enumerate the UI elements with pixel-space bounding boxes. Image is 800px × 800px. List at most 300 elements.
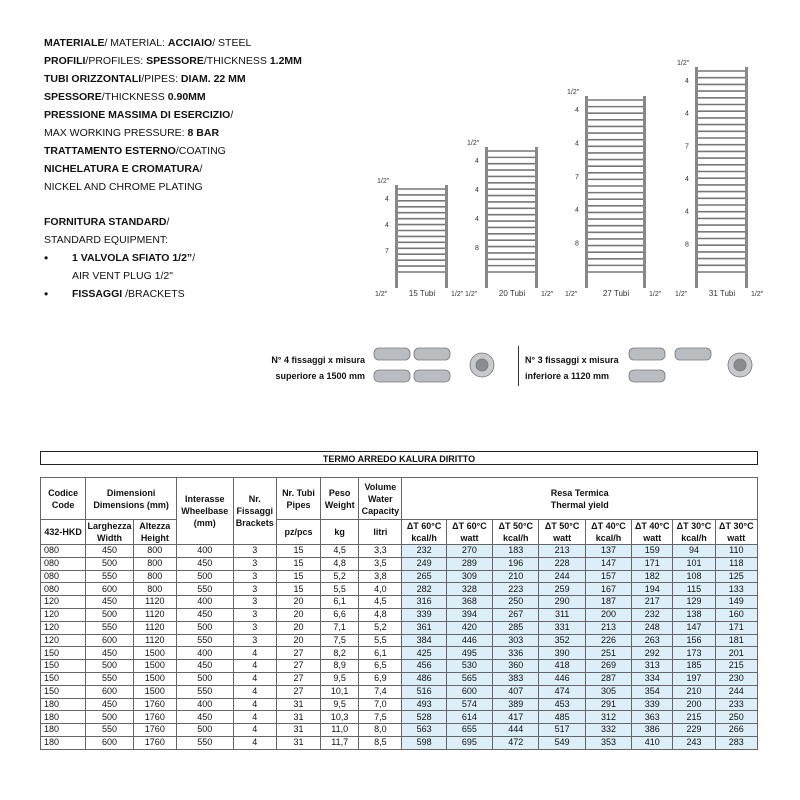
connection-label: 1/2" <box>541 291 554 298</box>
table-cell: 800 <box>133 570 176 583</box>
radiator-post <box>535 147 538 288</box>
header-brackets: Nr. Fissaggi Brackets <box>233 478 276 545</box>
table-cell: 149 <box>715 596 757 609</box>
spec-coating: TRATTAMENTO ESTERNO/COATING <box>44 145 226 157</box>
table-cell: 407 <box>493 685 539 698</box>
table-cell: 133 <box>715 583 757 596</box>
table-cell: 550 <box>86 672 133 685</box>
table-cell: 450 <box>86 545 133 558</box>
spec-pipes: TUBI ORIZZONTALI/PIPES: DIAM. 22 MM <box>44 73 246 85</box>
table-cell: 3,8 <box>359 570 402 583</box>
table-cell: 233 <box>715 698 757 711</box>
table-cell: 4 <box>233 685 276 698</box>
table-row <box>41 570 758 583</box>
table-cell: 600 <box>86 685 133 698</box>
table-row <box>41 724 758 737</box>
table-cell: 500 <box>86 608 133 621</box>
table-cell: 4 <box>233 724 276 737</box>
table-cell: 080 <box>41 583 86 596</box>
spec-plating-en: NICKEL AND CHROME PLATING <box>44 181 203 193</box>
table-cell: 080 <box>41 545 86 558</box>
table-cell: 7,4 <box>359 685 402 698</box>
table-cell: 563 <box>402 724 446 737</box>
table-cell: 31 <box>276 698 320 711</box>
table-row <box>41 736 758 749</box>
table-cell: 110 <box>715 545 757 558</box>
table-cell: 361 <box>402 621 446 634</box>
table-cell: 27 <box>276 647 320 660</box>
table-cell: 339 <box>632 698 673 711</box>
table-cell: 187 <box>585 596 631 609</box>
table-cell: 800 <box>133 557 176 570</box>
table-cell: 516 <box>402 685 446 698</box>
table-cell: 453 <box>539 698 585 711</box>
fixings-left-label: N° 4 fissaggi x misura superiore a 1500 mm <box>271 355 365 381</box>
table-cell: 180 <box>41 698 86 711</box>
table-cell: 20 <box>276 634 320 647</box>
table-cell: 1760 <box>133 736 176 749</box>
connection-label: 1/2" <box>677 60 690 67</box>
table-cell: 259 <box>539 583 585 596</box>
radiator-post <box>485 147 488 288</box>
table-cell: 183 <box>493 545 539 558</box>
table-cell: 1760 <box>133 711 176 724</box>
table-cell: 446 <box>539 672 585 685</box>
table-cell: 115 <box>673 583 715 596</box>
table-cell: 574 <box>446 698 492 711</box>
table-cell: 328 <box>446 583 492 596</box>
table-cell: 150 <box>41 672 86 685</box>
connection-label: 1/2" <box>751 291 764 298</box>
tube-group-mark: 4 <box>385 222 389 229</box>
table-cell: 232 <box>402 545 446 558</box>
radiator-label: 15 Tubi <box>408 289 436 298</box>
table-cell: 159 <box>632 545 673 558</box>
table-title: TERMO ARREDO KALURA DIRITTO <box>40 451 758 465</box>
table-cell: 495 <box>446 647 492 660</box>
radiator-label: 20 Tubi <box>498 289 526 298</box>
table-cell: 118 <box>715 557 757 570</box>
fixings-right-label: N° 3 fissaggi x misura inferiore a 1120 mm <box>525 355 619 381</box>
tube-group-mark: 4 <box>685 110 689 118</box>
equipment-subtitle: STANDARD EQUIPMENT: <box>44 234 169 246</box>
table-cell: 400 <box>176 647 233 660</box>
table-body <box>41 545 758 750</box>
table-cell: 550 <box>176 634 233 647</box>
table-cell: 598 <box>402 736 446 749</box>
table-cell: 1500 <box>133 660 176 673</box>
table-cell: 223 <box>493 583 539 596</box>
table-cell: 600 <box>86 634 133 647</box>
table-cell: 080 <box>41 557 86 570</box>
radiator-label: 27 Tubi <box>602 289 630 298</box>
table-cell: 147 <box>673 621 715 634</box>
tube-group-mark: 4 <box>475 216 479 223</box>
equipment-item-valve-en: AIR VENT PLUG 1/2" <box>72 270 173 282</box>
table-cell: 4 <box>233 647 276 660</box>
table-cell: 270 <box>446 545 492 558</box>
table-cell: 167 <box>585 583 631 596</box>
table-cell: 600 <box>446 685 492 698</box>
table-cell: 3 <box>233 570 276 583</box>
table-cell: 232 <box>632 608 673 621</box>
table-cell: 263 <box>632 634 673 647</box>
table-cell: 4 <box>233 660 276 673</box>
table-cell: 291 <box>585 698 631 711</box>
table-cell: 27 <box>276 660 320 673</box>
table-cell: 500 <box>86 557 133 570</box>
table-cell: 4,5 <box>321 545 359 558</box>
table-cell: 226 <box>585 634 631 647</box>
table-cell: 500 <box>86 711 133 724</box>
subheader-dt: ΔT 40°C kcal/h <box>585 520 631 545</box>
radiator-post <box>445 185 448 288</box>
table-cell: 248 <box>632 621 673 634</box>
table-cell: 493 <box>402 698 446 711</box>
spec-pressure-en: MAX WORKING PRESSURE: 8 BAR <box>44 127 220 139</box>
subheader-litri: litri <box>359 520 402 545</box>
table-cell: 1500 <box>133 672 176 685</box>
table-cell: 410 <box>632 736 673 749</box>
table-cell: 182 <box>632 570 673 583</box>
spec-thickness: SPESSORE/THICKNESS 0.90MM <box>44 91 206 103</box>
table-cell: 129 <box>673 596 715 609</box>
connection-label: 1/2" <box>567 89 580 96</box>
table-cell: 197 <box>673 672 715 685</box>
tube-group-mark: 4 <box>475 187 479 194</box>
table-cell: 157 <box>585 570 631 583</box>
table-cell: 4 <box>233 711 276 724</box>
table-cell: 10,3 <box>321 711 359 724</box>
table-cell: 200 <box>673 698 715 711</box>
radiator-post <box>745 67 748 288</box>
table-cell: 600 <box>86 583 133 596</box>
table-cell: 160 <box>715 608 757 621</box>
table-row <box>41 698 758 711</box>
tube-group-mark: 4 <box>575 107 579 114</box>
header-volume: Volume Water Capacity <box>359 478 402 520</box>
table-cell: 5,2 <box>359 621 402 634</box>
header-code: Codice Code <box>41 478 86 520</box>
table-cell: 386 <box>632 724 673 737</box>
table-cell: 6,1 <box>359 647 402 660</box>
table-cell: 244 <box>715 685 757 698</box>
table-cell: 549 <box>539 736 585 749</box>
table-cell: 311 <box>539 608 585 621</box>
table-cell: 290 <box>539 596 585 609</box>
header-thermal-yield: Resa Termica Thermal yield <box>402 478 758 520</box>
table-cell: 450 <box>176 557 233 570</box>
table-cell: 180 <box>41 724 86 737</box>
subheader-kg: kg <box>321 520 359 545</box>
table-row <box>41 583 758 596</box>
table-row <box>41 711 758 724</box>
table-cell: 500 <box>86 660 133 673</box>
table-cell: 3 <box>233 545 276 558</box>
header-pipes: Nr. Tubi Pipes <box>276 478 320 520</box>
table-cell: 181 <box>715 634 757 647</box>
table-cell: 530 <box>446 660 492 673</box>
table-cell: 305 <box>585 685 631 698</box>
table-cell: 1120 <box>133 634 176 647</box>
tube-group-mark: 4 <box>575 207 579 215</box>
subheader-dt: ΔT 50°C kcal/h <box>493 520 539 545</box>
table-cell: 265 <box>402 570 446 583</box>
table-cell: 171 <box>632 557 673 570</box>
tube-group-mark: 4 <box>685 176 689 183</box>
table-cell: 418 <box>539 660 585 673</box>
connection-label: 1/2" <box>375 291 388 298</box>
connection-label: 1/2" <box>565 291 578 298</box>
tube-group-mark: 4 <box>385 196 389 203</box>
equipment-title: FORNITURA STANDARD/ <box>44 216 170 228</box>
table-cell: 15 <box>276 545 320 558</box>
table-cell: 27 <box>276 685 320 698</box>
table-cell: 450 <box>86 647 133 660</box>
table-cell: 267 <box>493 608 539 621</box>
equipment-item-brackets: • FISSAGGI /BRACKETS <box>44 285 344 303</box>
standard-equipment <box>44 213 344 303</box>
tube-group-mark: 7 <box>385 248 389 255</box>
table-cell: 20 <box>276 596 320 609</box>
table-cell: 363 <box>632 711 673 724</box>
table-cell: 309 <box>446 570 492 583</box>
table-cell: 249 <box>402 557 446 570</box>
table-cell: 565 <box>446 672 492 685</box>
table-cell: 101 <box>673 557 715 570</box>
connection-label: 1/2" <box>465 291 478 298</box>
table-cell: 20 <box>276 621 320 634</box>
table-cell: 287 <box>585 672 631 685</box>
table-cell: 4 <box>233 736 276 749</box>
table-cell: 150 <box>41 685 86 698</box>
table-row <box>41 634 758 647</box>
table-cell: 173 <box>673 647 715 660</box>
table-cell: 15 <box>276 557 320 570</box>
table-cell: 244 <box>539 570 585 583</box>
subheader-dt: ΔT 60°C kcal/h <box>402 520 446 545</box>
table-cell: 282 <box>402 583 446 596</box>
table-cell: 550 <box>176 583 233 596</box>
connection-label: 1/2" <box>377 178 390 185</box>
table-cell: 200 <box>585 608 631 621</box>
table-cell: 1500 <box>133 647 176 660</box>
table-cell: 332 <box>585 724 631 737</box>
table-cell: 600 <box>86 736 133 749</box>
table-cell: 215 <box>715 660 757 673</box>
table-cell: 1120 <box>133 621 176 634</box>
table-cell: 1760 <box>133 724 176 737</box>
table-cell: 383 <box>493 672 539 685</box>
tube-group-mark: 8 <box>475 245 479 252</box>
table-cell: 11,0 <box>321 724 359 737</box>
table-cell: 425 <box>402 647 446 660</box>
table-cell: 289 <box>446 557 492 570</box>
table-cell: 528 <box>402 711 446 724</box>
table-cell: 389 <box>493 698 539 711</box>
table-cell: 331 <box>539 621 585 634</box>
subheader-dt: ΔT 60°C watt <box>446 520 492 545</box>
table-cell: 4,8 <box>321 557 359 570</box>
table-cell: 156 <box>673 634 715 647</box>
fixings-section <box>250 340 770 400</box>
table-cell: 15 <box>276 570 320 583</box>
table-cell: 400 <box>176 545 233 558</box>
table-cell: 336 <box>493 647 539 660</box>
table-cell: 292 <box>632 647 673 660</box>
table-cell: 550 <box>86 570 133 583</box>
table-cell: 125 <box>715 570 757 583</box>
brackets-3-icon <box>625 342 770 392</box>
tube-group-mark: 4 <box>475 158 479 165</box>
subheader-dt: ΔT 30°C watt <box>715 520 757 545</box>
table-cell: 1120 <box>133 608 176 621</box>
table-cell: 250 <box>715 711 757 724</box>
table-cell: 394 <box>446 608 492 621</box>
table-cell: 550 <box>86 621 133 634</box>
radiator-post <box>643 96 646 288</box>
table-cell: 5,2 <box>321 570 359 583</box>
table-row <box>41 647 758 660</box>
table-cell: 210 <box>673 685 715 698</box>
radiator-post <box>395 185 398 288</box>
table-cell: 334 <box>632 672 673 685</box>
subheader-width: Larghezza Width <box>87 521 132 543</box>
table-cell: 450 <box>176 608 233 621</box>
subheader-height: Altezza Height <box>133 520 176 545</box>
table-cell: 5,5 <box>321 583 359 596</box>
tube-group-mark: 7 <box>575 173 579 181</box>
table-cell: 228 <box>539 557 585 570</box>
table-cell: 352 <box>539 634 585 647</box>
table-cell: 800 <box>133 545 176 558</box>
table-cell: 196 <box>493 557 539 570</box>
table-cell: 417 <box>493 711 539 724</box>
tube-group-mark: 4 <box>685 78 689 85</box>
table-cell: 390 <box>539 647 585 660</box>
table-row <box>41 685 758 698</box>
table-cell: 313 <box>632 660 673 673</box>
connection-label: 1/2" <box>467 140 480 147</box>
table-cell: 4 <box>233 698 276 711</box>
table-cell: 4,8 <box>359 608 402 621</box>
table-cell: 1500 <box>133 685 176 698</box>
table-cell: 339 <box>402 608 446 621</box>
header-dimensions: Dimensioni Dimensions (mm) <box>86 478 177 520</box>
brackets-4-icon <box>370 342 520 392</box>
tube-group-mark: 8 <box>575 240 579 248</box>
table-cell: 194 <box>632 583 673 596</box>
radiator-post <box>695 67 698 288</box>
fixings-divider <box>518 346 519 386</box>
table-cell: 550 <box>176 685 233 698</box>
table-cell: 171 <box>715 621 757 634</box>
connection-label: 1/2" <box>451 291 464 298</box>
table-cell: 550 <box>176 736 233 749</box>
table-cell: 3 <box>233 557 276 570</box>
connection-label: 1/2" <box>649 291 662 298</box>
table-cell: 210 <box>493 570 539 583</box>
table-row <box>41 557 758 570</box>
table-cell: 360 <box>493 660 539 673</box>
table-cell: 8,5 <box>359 736 402 749</box>
table-cell: 3 <box>233 634 276 647</box>
table-cell: 5,5 <box>359 634 402 647</box>
table-cell: 215 <box>673 711 715 724</box>
table-cell: 7,5 <box>359 711 402 724</box>
table-cell: 285 <box>493 621 539 634</box>
table-cell: 3 <box>233 583 276 596</box>
table-cell: 250 <box>493 596 539 609</box>
table-row <box>41 596 758 609</box>
table-cell: 800 <box>133 583 176 596</box>
table-cell: 1120 <box>133 596 176 609</box>
table-cell: 8,0 <box>359 724 402 737</box>
table-cell: 446 <box>446 634 492 647</box>
table-cell: 444 <box>493 724 539 737</box>
table-cell: 15 <box>276 583 320 596</box>
table-cell: 500 <box>176 570 233 583</box>
table-cell: 1760 <box>133 698 176 711</box>
table-cell: 3 <box>233 608 276 621</box>
table-cell: 316 <box>402 596 446 609</box>
connection-label: 1/2" <box>675 291 688 298</box>
spec-pressure: PRESSIONE MASSIMA DI ESERCIZIO/ <box>44 109 234 121</box>
table-cell: 3,3 <box>359 545 402 558</box>
table-cell: 472 <box>493 736 539 749</box>
header-weight: Peso Weight <box>321 478 359 520</box>
table-cell: 7,5 <box>321 634 359 647</box>
subheader-code: 432-HKD <box>41 520 86 545</box>
table-cell: 486 <box>402 672 446 685</box>
table-cell: 266 <box>715 724 757 737</box>
table-cell: 8,9 <box>321 660 359 673</box>
table-cell: 4,5 <box>359 596 402 609</box>
table-cell: 243 <box>673 736 715 749</box>
table-cell: 147 <box>585 557 631 570</box>
table-cell: 384 <box>402 634 446 647</box>
table-cell: 6,9 <box>359 672 402 685</box>
header-wheelbase: Interasse Wheelbase (mm) <box>176 478 233 545</box>
table-cell: 450 <box>176 711 233 724</box>
table-cell: 080 <box>41 570 86 583</box>
tube-group-mark: 8 <box>685 241 689 249</box>
table-cell: 353 <box>585 736 631 749</box>
subheader-dt: ΔT 30°C kcal/h <box>673 520 715 545</box>
table-cell: 213 <box>539 545 585 558</box>
table-cell: 614 <box>446 711 492 724</box>
table-row <box>41 621 758 634</box>
table-cell: 180 <box>41 711 86 724</box>
product-table <box>40 477 758 750</box>
radiator-label: 31 Tubi <box>708 289 736 298</box>
table-row <box>41 545 758 558</box>
table-cell: 150 <box>41 647 86 660</box>
table-cell: 354 <box>632 685 673 698</box>
table-cell: 7,1 <box>321 621 359 634</box>
table-cell: 9,5 <box>321 698 359 711</box>
spec-material: MATERIALE/ MATERIAL: ACCIAIO/ STEEL <box>44 37 252 49</box>
table-cell: 655 <box>446 724 492 737</box>
table-cell: 500 <box>176 672 233 685</box>
table-cell: 150 <box>41 660 86 673</box>
table-cell: 283 <box>715 736 757 749</box>
table-cell: 3 <box>233 621 276 634</box>
equipment-item-valve: • 1 VALVOLA SFIATO 1/2”/ <box>44 249 344 267</box>
table-cell: 251 <box>585 647 631 660</box>
table-cell: 450 <box>86 596 133 609</box>
table-cell: 9,5 <box>321 672 359 685</box>
